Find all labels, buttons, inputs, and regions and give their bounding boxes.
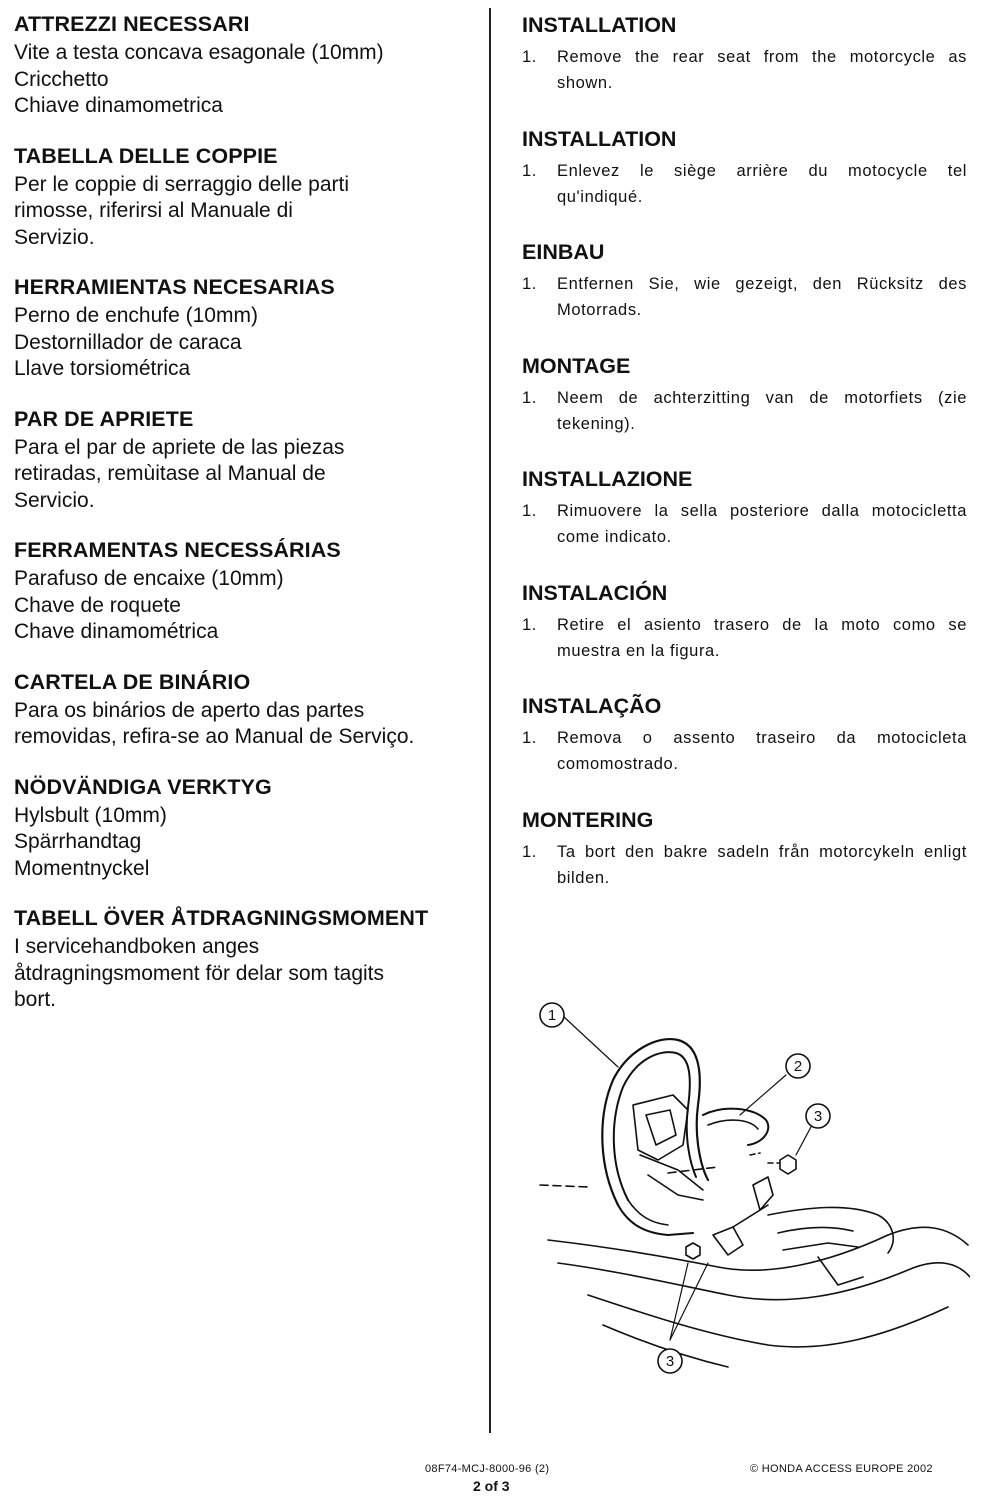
tools-section-sv bbox=[14, 775, 476, 883]
section-heading: NÖDVÄNDIGA VERKTYG bbox=[14, 774, 272, 799]
step-number: 1. bbox=[522, 615, 537, 634]
text-line: rimosse, riferirsi al Manuale di bbox=[14, 199, 293, 222]
step-text: Neem de achterzitting van de motorfiets (zie tekening). bbox=[557, 388, 967, 433]
section-heading: TABELL ÖVER ÅTDRAGNINGSMOMENT bbox=[14, 906, 429, 930]
install-section-nl bbox=[522, 353, 967, 467]
text-line: Momentnyckel bbox=[14, 856, 150, 880]
text-line: Para el par de apriete de las piezas bbox=[14, 435, 345, 459]
install-section-it bbox=[522, 466, 967, 580]
section-heading: INSTALLATION bbox=[522, 126, 677, 151]
text-line: Chave de roquete bbox=[14, 593, 181, 617]
text-line: Spärrhandtag bbox=[14, 830, 142, 853]
callout-3-lower-label: 3 bbox=[665, 1353, 675, 1370]
step-text: Remove the rear seat from the motorcycle as shown. bbox=[557, 48, 967, 92]
text-line: Servizio. bbox=[14, 225, 95, 249]
section-heading: PAR DE APRIETE bbox=[14, 406, 194, 431]
section-heading: CARTELA DE BINÁRIO bbox=[14, 669, 251, 694]
callout-3-label: 3 bbox=[813, 1108, 823, 1125]
text-line: Servicio. bbox=[14, 488, 95, 512]
step-number: 1. bbox=[522, 48, 537, 66]
text-line: Chiave dinamometrica bbox=[14, 94, 223, 117]
step-item bbox=[522, 44, 967, 96]
seat-removal-illustration bbox=[528, 995, 970, 1385]
step-item bbox=[522, 839, 967, 891]
text-line: Llave torsiométrica bbox=[14, 357, 191, 380]
step-text: Rimuovere la sella posteriore dalla motocicletta come indicato. bbox=[557, 502, 967, 546]
text-line: Perno de enchufe (10mm) bbox=[14, 304, 258, 327]
step-text: Enlevez le siège arrière du motocycle tel qu'indiqué. bbox=[557, 161, 967, 206]
right-column bbox=[522, 12, 967, 920]
text-line: retiradas, remùitase al Manual de bbox=[14, 462, 326, 485]
text-line: Per le coppie di serraggio delle parti bbox=[14, 172, 350, 196]
section-heading: FERRAMENTAS NECESSÁRIAS bbox=[14, 538, 341, 562]
step-number: 1. bbox=[522, 502, 537, 520]
callout-2-label: 2 bbox=[793, 1058, 803, 1075]
text-line: Para os binários de aperto das partes bbox=[14, 698, 365, 722]
torque-section-pt bbox=[14, 670, 476, 751]
section-heading: HERRAMIENTAS NECESARIAS bbox=[14, 275, 335, 299]
left-column bbox=[14, 12, 476, 1038]
section-heading: MONTAGE bbox=[522, 353, 631, 378]
text-line: Hylsbult (10mm) bbox=[14, 803, 167, 827]
step-number: 1. bbox=[522, 842, 537, 861]
text-line: Parafuso de encaixe (10mm) bbox=[14, 567, 284, 590]
column-divider bbox=[489, 8, 491, 1433]
text-line: åtdragningsmoment för delar som tagits bbox=[14, 961, 385, 985]
section-heading: INSTALLATION bbox=[522, 13, 677, 37]
step-item bbox=[522, 271, 967, 323]
step-number: 1. bbox=[522, 275, 537, 293]
section-heading: EINBAU bbox=[522, 240, 605, 264]
install-section-en bbox=[522, 12, 967, 126]
section-heading: TABELLA DELLE COPPIE bbox=[14, 143, 278, 168]
section-heading: INSTALAÇÃO bbox=[522, 694, 662, 718]
install-section-sv bbox=[522, 807, 967, 921]
text-line: Vite a testa concava esagonale (10mm) bbox=[14, 41, 384, 64]
text-line: bort. bbox=[14, 988, 57, 1011]
section-heading: INSTALLAZIONE bbox=[522, 467, 693, 491]
text-line: Destornillador de caraca bbox=[14, 330, 242, 354]
section-heading: INSTALACIÓN bbox=[522, 580, 668, 605]
step-number: 1. bbox=[522, 388, 537, 407]
step-text: Ta bort den bakre sadeln från motorcykeln enligt bilden. bbox=[557, 842, 967, 887]
tools-section-it bbox=[14, 12, 476, 120]
tools-section-es bbox=[14, 275, 476, 383]
step-number: 1. bbox=[522, 729, 537, 747]
step-item bbox=[522, 725, 967, 777]
step-item bbox=[522, 612, 967, 664]
install-section-pt bbox=[522, 693, 967, 807]
section-heading: ATTREZZI NECESSARI bbox=[14, 12, 250, 36]
text-line: I servicehandboken anges bbox=[14, 935, 260, 958]
tools-section-pt bbox=[14, 538, 476, 646]
copyright: © HONDA ACCESS EUROPE 2002 bbox=[750, 1463, 933, 1475]
torque-section-sv bbox=[14, 906, 476, 1014]
install-section-de bbox=[522, 239, 967, 353]
callout-1-label: 1 bbox=[547, 1007, 557, 1024]
text-line: Chave dinamométrica bbox=[14, 620, 219, 643]
step-number: 1. bbox=[522, 161, 537, 180]
step-item bbox=[522, 385, 967, 437]
page-number: 2 of 3 bbox=[473, 1478, 510, 1494]
text-line: removidas, refira-se ao Manual de Serviço. bbox=[14, 725, 415, 748]
text-line: Cricchetto bbox=[14, 67, 109, 91]
step-item bbox=[522, 158, 967, 210]
torque-section-it bbox=[14, 144, 476, 252]
step-item bbox=[522, 498, 967, 550]
install-section-es bbox=[522, 580, 967, 694]
part-number: 08F74-MCJ-8000-96 (2) bbox=[425, 1463, 550, 1475]
step-text: Remova o assento traseiro da motocicleta comomostrado. bbox=[557, 729, 967, 773]
step-text: Entfernen Sie, wie gezeigt, den Rücksitz des Motorrads. bbox=[557, 275, 967, 319]
torque-section-es bbox=[14, 407, 476, 515]
section-heading: MONTERING bbox=[522, 807, 654, 832]
install-section-fr bbox=[522, 126, 967, 240]
step-text: Retire el asiento trasero de la moto como se muestra en la figura. bbox=[557, 615, 967, 660]
